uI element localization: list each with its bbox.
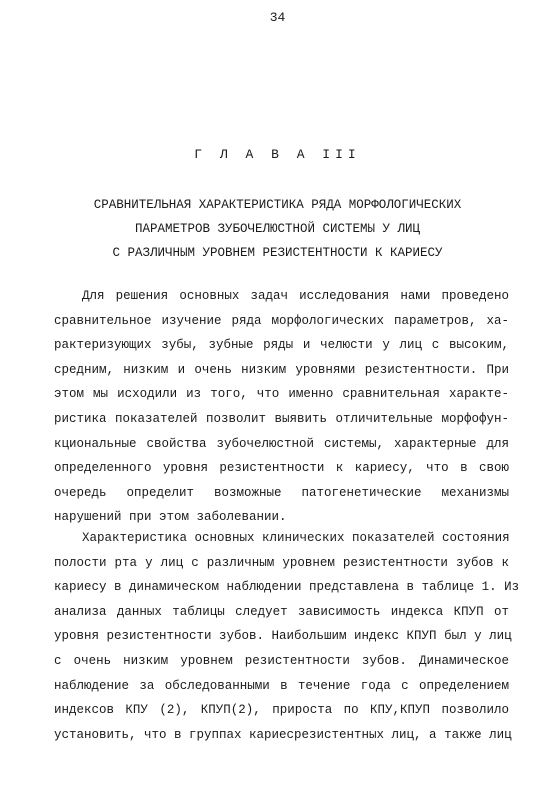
paragraph-line: установить, что в группах кариесрезистентных лиц, а также лиц: [54, 727, 512, 742]
paragraph-line: очередь определит возможные патогенетические механизмы: [54, 485, 509, 500]
body-paragraph-1: [54, 284, 509, 530]
paragraph-line: сравнительное изучение ряда морфологических параметров, ха-: [54, 313, 509, 328]
chapter-title-line: СРАВНИТЕЛЬНАЯ ХАРАКТЕРИСТИКА РЯДА МОРФОЛОГИЧЕСКИХ: [93, 198, 462, 212]
paragraph-line: нарушений при этом заболевании.: [54, 510, 287, 525]
body-paragraph-2: [54, 526, 520, 747]
chapter-heading: Г Л А В А III: [194, 147, 361, 162]
paragraph-line: с очень низким уровнем резистентности зубов. Динамическое: [54, 653, 509, 668]
chapter-title-line: ПАРАМЕТРОВ ЗУБОЧЕЛЮСТНОЙ СИСТЕМЫ У ЛИЦ: [134, 222, 421, 236]
chapter-title-line: С РАЗЛИЧНЫМ УРОВНЕМ РЕЗИСТЕНТНОСТИ К КАРИЕСУ: [112, 246, 443, 260]
paragraph-line: средним, низким и очень низким уровнями резистентности. При: [54, 362, 509, 377]
paragraph-line: кциональные свойства зубочелюстной системы, характерные для: [54, 436, 509, 451]
paragraph-line: определенного уровня резистентности к кариесу, что в свою: [54, 461, 509, 476]
paragraph-line: этом мы исходили из того, что именно сравнительная характе-: [54, 387, 509, 402]
paragraph-line: рактеризующих зубы, зубные ряды и челюсти у лиц с высоким,: [54, 338, 509, 353]
chapter-title: [40, 193, 515, 265]
paragraph-line: Для решения основных задач исследования нами проведено: [82, 289, 509, 303]
page-number: 34: [269, 10, 286, 25]
paragraph-line: кариесу в динамическом наблюдении представлена в таблице 1. Из: [54, 580, 520, 595]
paragraph-line: индексов КПУ (2), КПУП(2), прироста по КПУ,КПУП позволило: [54, 703, 509, 718]
paragraph-line: полости рта у лиц с различным уровнем резистентности зубов к: [54, 555, 509, 570]
paragraph-line: уровня резистентности зубов. Наибольшим индекс КПУП был у лиц: [54, 629, 512, 644]
paragraph-line: ристика показателей позволит выявить отличительные морфофун-: [54, 411, 509, 426]
paragraph-line: наблюдение за обследованными в течение года с определением: [54, 678, 509, 693]
paragraph-line: Характеристика основных клинических показателей состояния: [82, 531, 510, 545]
paragraph-line: анализа данных таблицы следует зависимость индекса КПУП от: [54, 604, 509, 619]
